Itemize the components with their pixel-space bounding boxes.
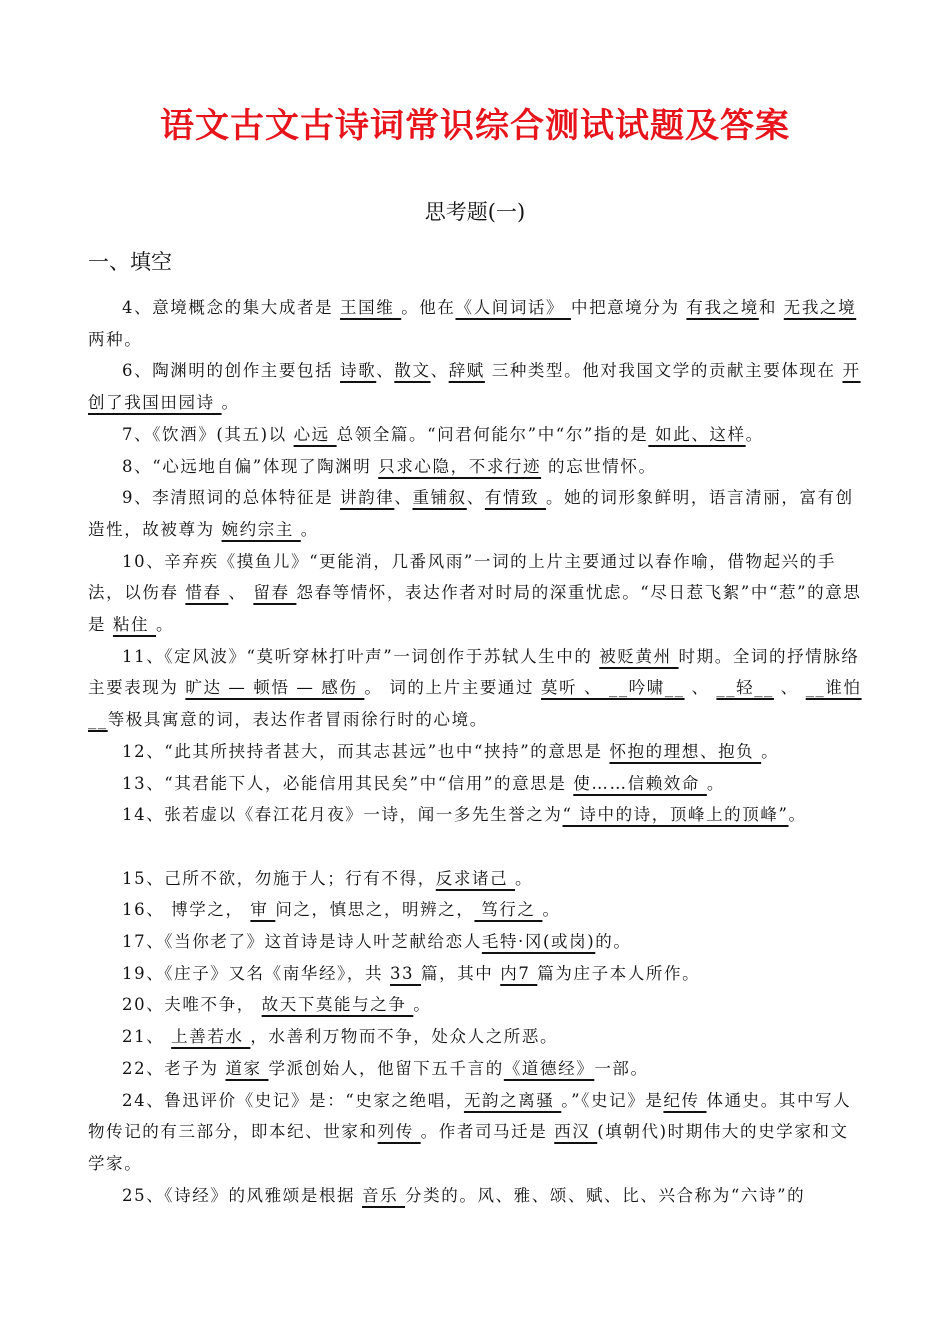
question-list — [88, 292, 864, 1211]
question-item — [88, 989, 864, 1021]
question-text: 问之，慎思之，明辨之， — [275, 900, 475, 920]
question-text: 。 — [542, 900, 561, 920]
question-item — [88, 451, 864, 483]
question-text: 时期。全词的抒情脉络主要表现为 — [88, 646, 860, 698]
question-item — [88, 926, 864, 958]
answer-blank: 音乐 — [362, 1185, 406, 1205]
question-item — [88, 1180, 864, 1212]
question-text: 13、“其君能下人，必能信用其民矣”中“信用”的意思是 — [122, 773, 574, 793]
question-text: ，水善利万物而不争，处众人之所恶。 — [250, 1027, 559, 1047]
answer-blank: __轻__ — [716, 678, 774, 698]
question-text: 三种类型。他对我国文学的贡献主要体现在 — [484, 361, 843, 381]
question-item — [88, 958, 864, 990]
question-text: 20、夫唯不争， — [122, 995, 262, 1015]
question-text: 。 — [745, 424, 764, 444]
question-item — [88, 641, 864, 736]
question-text: 。 — [300, 519, 319, 539]
answer-blank: 如此、这样 — [648, 424, 746, 444]
question-text: 、 — [684, 678, 717, 698]
question-text: 分类的。风、雅、颂、赋、比、兴合称为“六诗”的 — [405, 1185, 806, 1205]
answer-blank: 33 — [389, 963, 421, 983]
answer-blank: 列传 — [377, 1122, 421, 1142]
question-item — [88, 736, 864, 768]
question-text: 、 — [430, 361, 449, 381]
blank-line — [88, 831, 864, 863]
answer-blank: 西汉 — [554, 1122, 598, 1142]
answer-blank: 反求诸己 — [435, 868, 516, 888]
question-text: 。 — [221, 393, 240, 413]
answer-blank: 有我之境 — [686, 298, 759, 317]
question-text: 总领全篇。“问君何能尔”中“尔”指的是 — [336, 424, 649, 444]
question-text: 9、李清照词的总体特征是 — [122, 488, 341, 508]
question-text: 。 — [156, 615, 175, 635]
answer-blank: 王国维 — [340, 298, 402, 317]
answer-blank: 《道德经》 — [503, 1058, 595, 1078]
question-text: 21、 — [122, 1027, 172, 1047]
question-text: 16、 博学之， — [122, 900, 251, 920]
document-title: 语文古文古诗词常识综合测试试题及答案 — [160, 106, 790, 146]
question-text: 、 — [228, 583, 254, 603]
question-text: 和 — [758, 298, 784, 317]
answer-blank: 故天下莫能与之争 — [261, 995, 414, 1015]
question-text: 19、《庄子》又名《南华经》，共 — [122, 963, 390, 983]
question-text: 6、陶渊明的创作主要包括 — [122, 361, 341, 381]
question-text: 11、《定风波》“莫听穿林打叶声”一词创作于苏轼人生中的 — [122, 646, 600, 666]
answer-blank: 有情致 — [484, 488, 547, 508]
answer-blank: 道家 — [225, 1058, 269, 1078]
question-text: 一部。 — [594, 1058, 649, 1078]
answer-blank: 审 — [250, 900, 276, 920]
question-item — [88, 419, 864, 451]
question-text: 。 — [706, 773, 725, 793]
question-text: 篇，其中 — [421, 963, 501, 983]
answer-blank: 讲韵律 — [340, 488, 395, 508]
answer-blank: 惜春 — [185, 583, 229, 603]
answer-blank: 诗歌 — [340, 361, 377, 381]
question-text: 17、《当你老了》这首诗是诗人叶芝献给恋人 — [122, 932, 482, 952]
answer-blank: “ 诗中的诗，顶峰上的顶峰” — [562, 805, 789, 825]
answer-blank: 重铺叙 — [412, 488, 467, 508]
question-text: 。 — [515, 868, 534, 888]
question-item — [88, 1085, 864, 1180]
question-text: 10、辛弃疾《摸鱼儿》“更能消，几番风雨”一词的上片主要通过以春作喻，借物起兴的手法，以伤春 — [88, 551, 836, 603]
answer-blank: 旷达 — 顿悟 — 感伤 — [185, 678, 365, 698]
question-item — [88, 292, 864, 355]
question-text: 22、老子为 — [122, 1058, 226, 1078]
answer-blank: 毛特·冈(或岗) — [481, 932, 596, 952]
question-text: 4、意境概念的集大成者是 — [122, 298, 341, 317]
question-text: 、 — [466, 488, 485, 508]
answer-blank: __谁怕__ — [88, 678, 862, 730]
question-item — [88, 1021, 864, 1053]
question-item — [88, 768, 864, 800]
question-text: 7、《饮酒》(其五)以 — [122, 424, 294, 444]
answer-blank: 粘住 — [112, 615, 156, 635]
answer-blank: 怀抱的理想、抱负 — [609, 741, 762, 761]
answer-blank: 婉约宗主 — [221, 519, 301, 539]
question-text: 等极具寓意的词，表达作者冒雨徐行时的心境。 — [107, 710, 488, 730]
answer-blank: 无我之境 — [783, 298, 857, 317]
question-text: 学派创始人，他留下五千言的 — [268, 1058, 504, 1078]
question-text: 、 — [376, 361, 395, 381]
answer-blank: 散文 — [394, 361, 431, 381]
question-item — [88, 799, 864, 831]
answer-blank: 心远 — [293, 424, 337, 444]
question-text: 的忘世情怀。 — [541, 456, 657, 476]
answer-blank: 开创了我国田园诗 — [88, 361, 861, 413]
answer-blank: 留春 — [253, 583, 297, 603]
question-text: 中把意境分为 — [570, 298, 687, 317]
answer-blank: 莫听 、 — [540, 678, 609, 698]
question-item — [88, 1053, 864, 1085]
question-text: 、 — [394, 488, 413, 508]
question-text: 25、《诗经》的风雅颂是根据 — [122, 1185, 362, 1205]
question-text: 篇为庄子本人所作。 — [537, 963, 701, 983]
section-heading: 一、填空 — [88, 250, 172, 274]
question-text: 。 — [413, 995, 432, 1015]
question-text: 。”《史记》是 — [561, 1090, 664, 1110]
question-text: 24、鲁迅评价《史记》是：“史家之绝唱， — [122, 1090, 464, 1110]
question-text: 。 — [788, 805, 807, 825]
answer-blank: 使……信赖效命 — [573, 773, 707, 793]
question-text: 14、张若虚以《春江花月夜》一诗，闻一多先生誉之为 — [122, 805, 563, 825]
answer-blank: 《人间词话》 — [455, 298, 571, 317]
question-text: 体通史。其中写人物传记的有三部分，即本纪、世家和 — [88, 1090, 852, 1142]
answer-blank: 只求心隐，不求行迹 — [378, 456, 542, 476]
question-text: 、 — [773, 678, 806, 698]
answer-blank: 上善若水 — [171, 1027, 251, 1047]
question-item — [88, 482, 864, 545]
question-text: 。 词的上片主要通过 — [364, 678, 541, 698]
answer-blank: 纪传 — [663, 1090, 707, 1110]
question-text: 两种。 — [88, 329, 143, 349]
question-text: 15、己所不欲，勿施于人；行有不得， — [122, 868, 436, 888]
question-item — [88, 355, 864, 418]
question-text: 8、“心远地自偏”体现了陶渊明 — [122, 456, 379, 476]
answer-blank: __吟啸__ — [608, 678, 685, 698]
question-text: 。她的词形象鲜明，语言清丽，富有创造性，故被尊为 — [88, 488, 854, 539]
answer-blank: 内7 — [500, 963, 538, 983]
question-item — [88, 894, 864, 926]
answer-blank: 无韵之离骚 — [463, 1090, 562, 1110]
question-text: 。作者司马迁是 — [420, 1122, 555, 1142]
question-item — [88, 863, 864, 895]
answer-blank: 被贬黄州 — [599, 646, 679, 666]
answer-blank: 笃行之 — [474, 900, 543, 920]
question-text: (填朝代)时期伟大的史学家和文学家。 — [88, 1122, 849, 1173]
question-item — [88, 546, 864, 641]
question-text: 的。 — [595, 932, 632, 952]
answer-blank: 辞赋 — [448, 361, 485, 381]
question-text: 。他在 — [401, 298, 456, 317]
question-text: 。 — [761, 741, 780, 761]
question-text: 怨春等情怀，表达作者对时局的深重忧虑。“尽日惹飞絮”中“惹”的意思是 — [88, 583, 862, 635]
section-subtitle: 思考题(一) — [424, 200, 526, 224]
question-text: 12、“此其所挟持者甚大，而其志甚远”也中“挟持”的意思是 — [122, 741, 610, 761]
